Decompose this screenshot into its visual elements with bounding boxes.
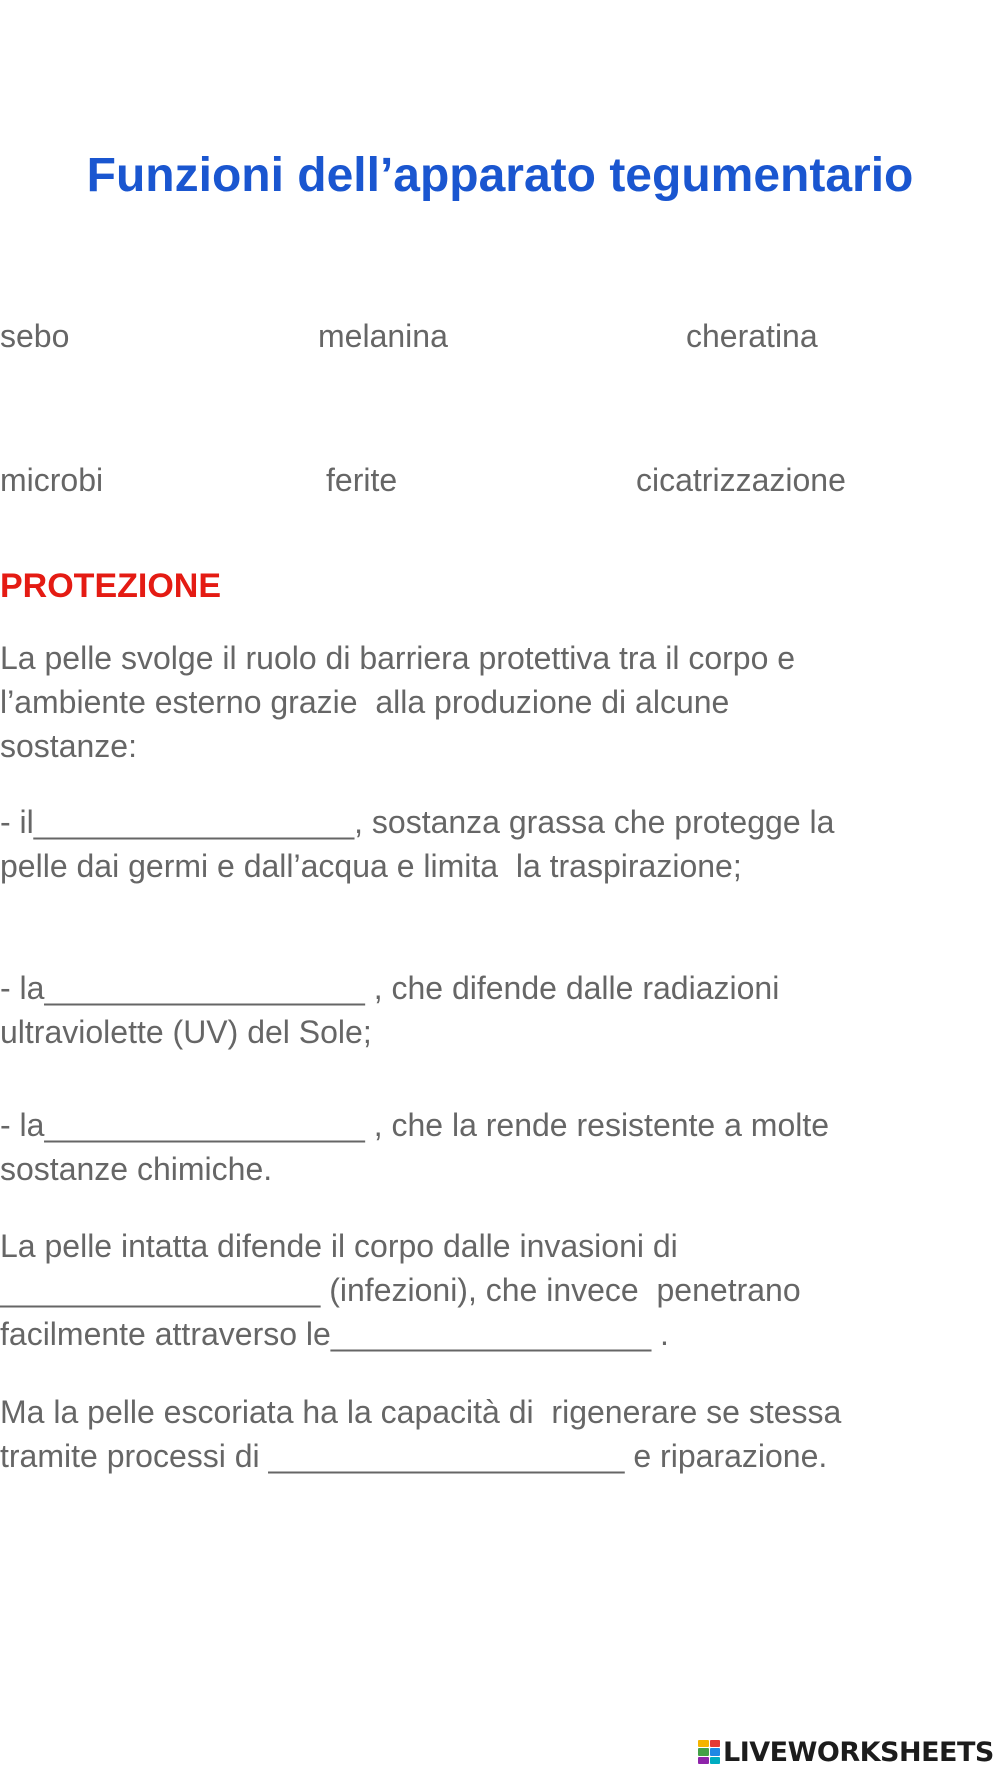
item-cheratina <box>0 1103 990 1191</box>
item-text: , che la rende resistente a molte sostanze chimiche. <box>0 1107 830 1187</box>
word-bank-item[interactable]: microbi <box>0 462 104 498</box>
item-melanina <box>0 966 990 1054</box>
fill-blank[interactable]: __________________ <box>33 804 355 840</box>
paragraph-text: (infezioni), che invece penetrano facilmente attraverso le <box>0 1272 801 1352</box>
item-text: , che difende dalle radiazioni ultraviolette (UV) del Sole; <box>0 970 780 1050</box>
section-heading: PROTEZIONE <box>0 567 222 605</box>
fill-blank[interactable]: __________________ <box>44 970 365 1006</box>
healing-paragraph <box>0 1390 990 1478</box>
item-prefix: - la <box>0 970 45 1006</box>
word-bank-item[interactable]: melanina <box>318 318 448 354</box>
word-bank-item[interactable]: ferite <box>326 462 398 498</box>
word-bank-item[interactable]: sebo <box>0 318 70 354</box>
logo-grid-icon <box>698 1740 720 1764</box>
paragraph-text: . <box>651 1316 669 1352</box>
item-prefix: - la <box>0 1107 45 1143</box>
paragraph-text: La pelle intatta difende il corpo dalle invasioni di <box>0 1228 678 1264</box>
intro-paragraph: La pelle svolge il ruolo di barriera protettiva tra il corpo e l’ambiente esterno grazie alla produzione di alcune sostanze: <box>0 640 796 764</box>
infection-paragraph <box>0 1224 990 1356</box>
fill-blank[interactable]: __________________ <box>330 1316 652 1352</box>
word-bank-item[interactable]: cicatrizzazione <box>636 462 846 498</box>
fill-blank[interactable]: __________________ <box>44 1107 365 1143</box>
item-text: , sostanza grassa che protegge la pelle dai germi e dall’acqua e limita la traspirazione; <box>0 804 835 884</box>
item-prefix: - il <box>0 804 34 840</box>
paragraph-text: Ma la pelle escoriata ha la capacità di rigenerare se stessa tramite processi di <box>0 1394 842 1474</box>
page-title: Funzioni dell’apparato tegumentario <box>86 149 914 202</box>
word-bank-item[interactable]: cheratina <box>686 318 818 354</box>
fill-blank[interactable]: __________________ <box>0 1272 321 1308</box>
item-sebo <box>0 800 990 888</box>
fill-blank[interactable]: ____________________ <box>268 1438 625 1474</box>
paragraph-text: e riparazione. <box>624 1438 828 1474</box>
logo-text: LIVEWORKSHEETS <box>723 1736 994 1768</box>
liveworksheets-logo <box>698 1738 994 1766</box>
